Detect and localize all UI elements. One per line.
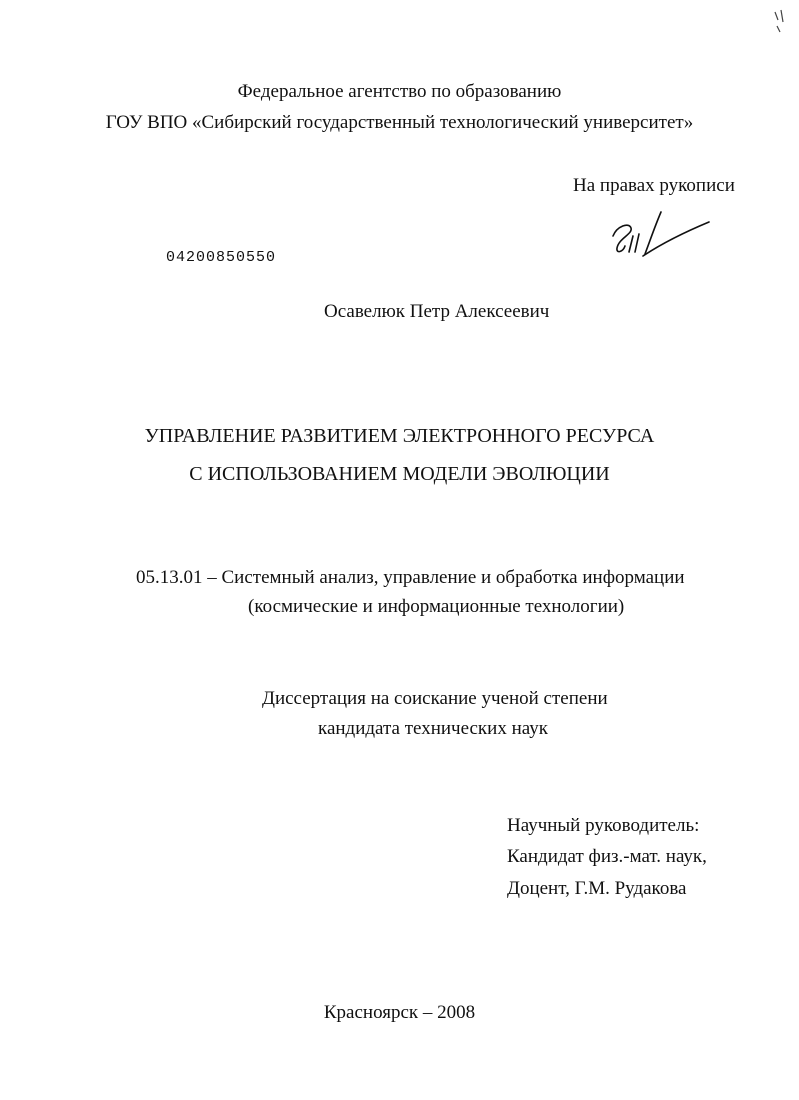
degree-line-1: Диссертация на соискание ученой степени (262, 688, 608, 709)
supervisor-degree: Кандидат физ.-мат. наук, (507, 846, 707, 867)
specialty-code: 05.13.01 – Системный анализ, управление и обработка информации (136, 567, 685, 588)
city-year: Красноярск – 2008 (323, 1002, 476, 1023)
manuscript-note: На правах рукописи (573, 175, 735, 196)
supervisor-name: Доцент, Г.М. Рудакова (507, 878, 687, 899)
degree-line-2: кандидата технических наук (318, 718, 548, 739)
handwritten-signature (605, 208, 715, 268)
specialty-subtitle: (космические и информационные технологии) (248, 596, 625, 617)
registration-number: 04200850550 (166, 249, 277, 266)
university-name: ГОУ ВПО «Сибирский государственный технологический университет» (105, 112, 694, 133)
supervisor-label: Научный руководитель: (507, 815, 700, 836)
agency-name: Федеральное агентство по образованию (237, 81, 562, 102)
dissertation-title-line-1: УПРАВЛЕНИЕ РАЗВИТИЕМ ЭЛЕКТРОННОГО РЕСУРСА (144, 425, 655, 447)
author-name: Осавелюк Петр Алексеевич (324, 301, 550, 322)
dissertation-title-line-2: С ИСПОЛЬЗОВАНИЕМ МОДЕЛИ ЭВОЛЮЦИИ (189, 463, 610, 485)
corner-mark-icon (772, 8, 788, 34)
